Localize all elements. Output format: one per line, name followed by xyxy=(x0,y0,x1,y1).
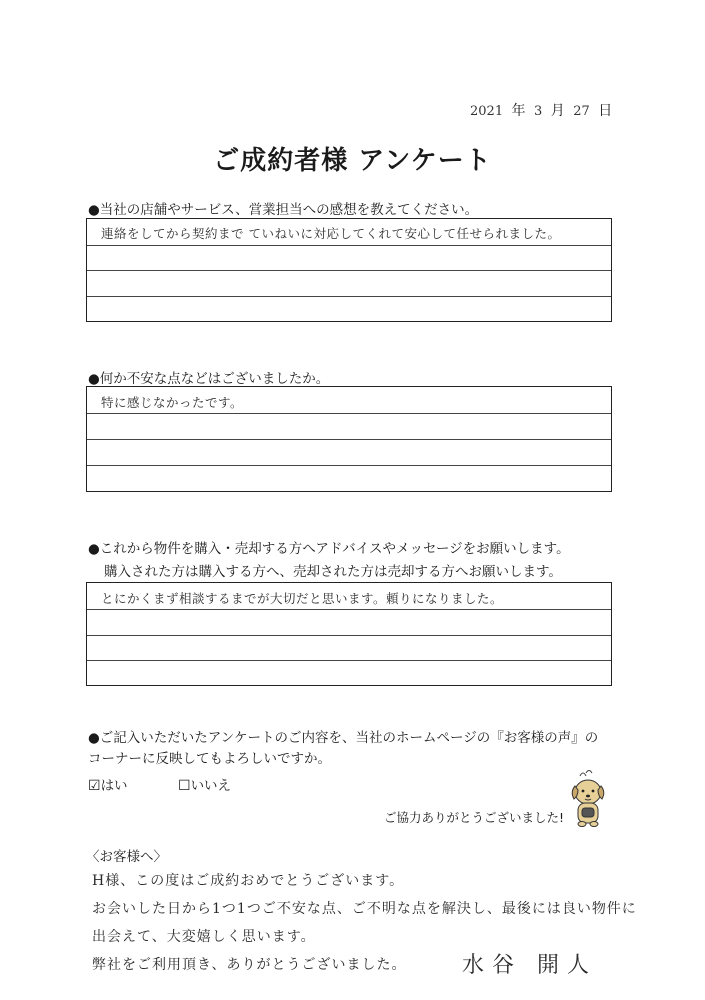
question-3: ●これから物件を購入・売却する方へアドバイスやメッセージをお願いします。 xyxy=(88,541,570,557)
answer-box-1[interactable] xyxy=(86,218,612,322)
checkbox-checked-icon[interactable]: ☑ xyxy=(88,778,101,794)
consent-no-option[interactable] xyxy=(178,774,231,794)
checkbox-unchecked-icon[interactable]: ☐ xyxy=(178,778,191,794)
ruled-line xyxy=(87,270,611,271)
ruled-line xyxy=(87,439,611,440)
ruled-line xyxy=(87,609,611,610)
date-month-unit: 月 xyxy=(550,103,565,119)
ruled-line xyxy=(87,245,611,246)
thanks-message: ご協力ありがとうございました! xyxy=(384,810,565,825)
question-2: ●何か不安な点などはございましたか。 xyxy=(88,371,330,387)
answer-box-3[interactable] xyxy=(86,582,612,686)
ruled-line xyxy=(87,660,611,661)
date-day-unit: 日 xyxy=(598,103,613,119)
question-4-line1: ●ご記入いただいたアンケートのご内容を、当社のホームページの『お客様の声』の xyxy=(88,730,599,746)
consent-yes-label: はい xyxy=(100,778,128,794)
customer-message-line-2: お会いした日から1つ1つご不安な点、ご不明な点を解決し、最後には良い物件に xyxy=(92,901,637,917)
customer-message-line-1: H様、この度はご成約おめでとうございます。 xyxy=(92,873,405,889)
customer-message-line-3: 出会えて、大変嬉しく思います。 xyxy=(92,929,316,945)
date-month: 3 xyxy=(534,104,543,119)
dog-mascot-icon xyxy=(566,770,610,828)
ruled-line xyxy=(87,465,611,466)
answer-3-text: とにかくまず相談するまでが大切だと思います。頼りになりました。 xyxy=(101,591,504,606)
question-3-sub: 購入された方は購入する方へ、売却された方は売却する方へお願いします。 xyxy=(104,564,562,580)
consent-no-label: いいえ xyxy=(190,778,232,794)
consent-yes-option[interactable] xyxy=(88,774,128,794)
answer-2-text: 特に感じなかったです。 xyxy=(101,395,244,410)
customer-section-label: 〈お客様へ〉 xyxy=(86,849,167,865)
answer-1-text: 連絡をしてから契約まで ていねいに対応してくれて安心して任せられました。 xyxy=(101,226,561,241)
ruled-line xyxy=(87,635,611,636)
question-4-line2: コーナーに反映してもよろしいですか。 xyxy=(88,751,331,767)
date-year-unit: 年 xyxy=(511,103,526,119)
page-title: ご成約者様 アンケート xyxy=(213,146,492,176)
ruled-line xyxy=(87,413,611,414)
date-year: 2021 xyxy=(470,104,504,119)
date-day: 27 xyxy=(573,104,590,119)
answer-box-2[interactable] xyxy=(86,386,612,492)
question-1: ●当社の店舗やサービス、営業担当への感想を教えてください。 xyxy=(88,202,479,218)
date xyxy=(470,100,616,120)
customer-message-line-4: 弊社をご利用頂き、ありがとうございました。 xyxy=(92,957,407,973)
signature: 水谷 開人 xyxy=(462,953,597,978)
ruled-line xyxy=(87,296,611,297)
